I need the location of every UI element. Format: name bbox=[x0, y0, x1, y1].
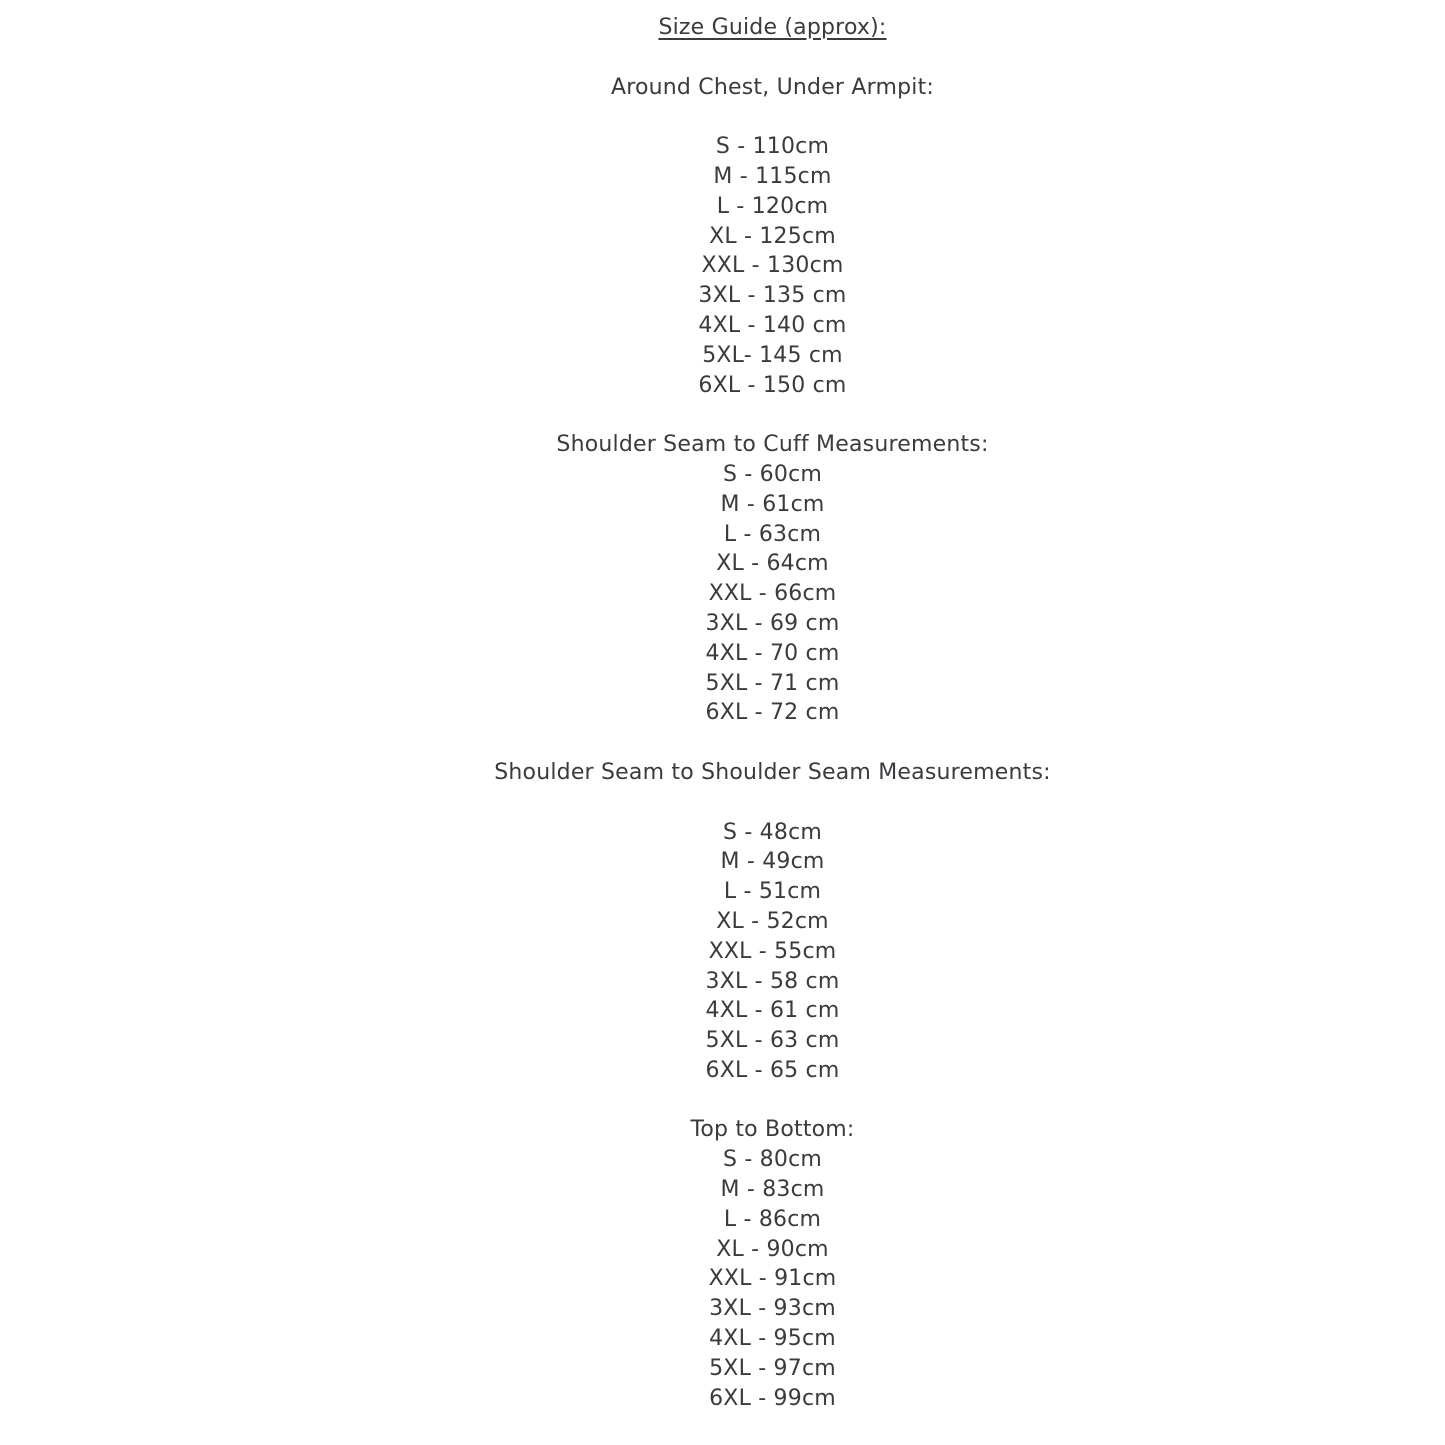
spacer bbox=[100, 43, 1445, 73]
size-row: 6XL - 72 cm bbox=[705, 700, 840, 726]
section-heading-seam-to-seam: Shoulder Seam to Shoulder Seam Measurements: bbox=[494, 759, 1051, 785]
size-row: 4XL - 70 cm bbox=[705, 640, 840, 666]
size-row: 6XL - 65 cm bbox=[705, 1057, 840, 1083]
section-top-to-bottom bbox=[100, 1115, 1445, 1413]
size-row: 5XL - 63 cm bbox=[705, 1028, 840, 1054]
size-row: 4XL - 140 cm bbox=[698, 312, 847, 338]
size-row: XXL - 55cm bbox=[708, 938, 837, 964]
section-seam-to-seam bbox=[100, 758, 1445, 1086]
size-row: M - 115cm bbox=[713, 163, 832, 189]
page-title: Size Guide (approx): bbox=[658, 15, 887, 40]
size-row: L - 51cm bbox=[723, 879, 822, 905]
size-row: XL - 52cm bbox=[716, 908, 829, 934]
spacer bbox=[100, 400, 1445, 430]
size-row: XXL - 91cm bbox=[708, 1266, 837, 1292]
size-row: 3XL - 93cm bbox=[709, 1296, 836, 1322]
size-row: 6XL - 150 cm bbox=[698, 372, 847, 398]
size-guide-document bbox=[100, 0, 1445, 1413]
section-around-chest bbox=[100, 73, 1445, 401]
section-seam-to-cuff bbox=[100, 430, 1445, 728]
size-row: M - 49cm bbox=[720, 849, 825, 875]
size-row: S - 110cm bbox=[715, 134, 830, 160]
size-row: XL - 90cm bbox=[716, 1236, 829, 1262]
size-row: S - 80cm bbox=[722, 1147, 822, 1173]
size-row: M - 61cm bbox=[720, 491, 825, 517]
size-row: 4XL - 95cm bbox=[709, 1326, 836, 1352]
size-row: 5XL - 97cm bbox=[709, 1355, 836, 1381]
size-row: 3XL - 69 cm bbox=[705, 610, 840, 636]
spacer bbox=[100, 1086, 1445, 1116]
section-heading-around-chest: Around Chest, Under Armpit: bbox=[610, 74, 935, 100]
size-row: XXL - 66cm bbox=[708, 581, 837, 607]
size-list-around-chest bbox=[100, 132, 1445, 400]
size-row: 6XL - 99cm bbox=[709, 1385, 836, 1411]
size-row: 5XL- 145 cm bbox=[702, 342, 843, 368]
spacer bbox=[100, 788, 1445, 818]
size-row: L - 63cm bbox=[723, 521, 822, 547]
size-row: 5XL - 71 cm bbox=[705, 670, 840, 696]
size-row: M - 83cm bbox=[720, 1177, 825, 1203]
size-row: 3XL - 135 cm bbox=[698, 283, 847, 309]
size-row: 4XL - 61 cm bbox=[705, 998, 840, 1024]
size-row: S - 48cm bbox=[722, 819, 822, 845]
size-row: L - 120cm bbox=[716, 193, 829, 219]
spacer bbox=[100, 728, 1445, 758]
size-row: XL - 125cm bbox=[709, 223, 836, 249]
size-row: 3XL - 58 cm bbox=[705, 968, 840, 994]
size-list-seam-to-cuff bbox=[100, 460, 1445, 728]
size-row: XXL - 130cm bbox=[701, 253, 844, 279]
section-heading-top-to-bottom: Top to Bottom: bbox=[690, 1117, 855, 1143]
spacer bbox=[100, 102, 1445, 132]
size-list-seam-to-seam bbox=[100, 818, 1445, 1086]
size-row: XL - 64cm bbox=[716, 551, 829, 577]
size-row: S - 60cm bbox=[722, 461, 822, 487]
size-list-top-to-bottom bbox=[100, 1145, 1445, 1413]
section-heading-seam-to-cuff: Shoulder Seam to Cuff Measurements: bbox=[556, 432, 989, 458]
size-row: L - 86cm bbox=[723, 1206, 822, 1232]
